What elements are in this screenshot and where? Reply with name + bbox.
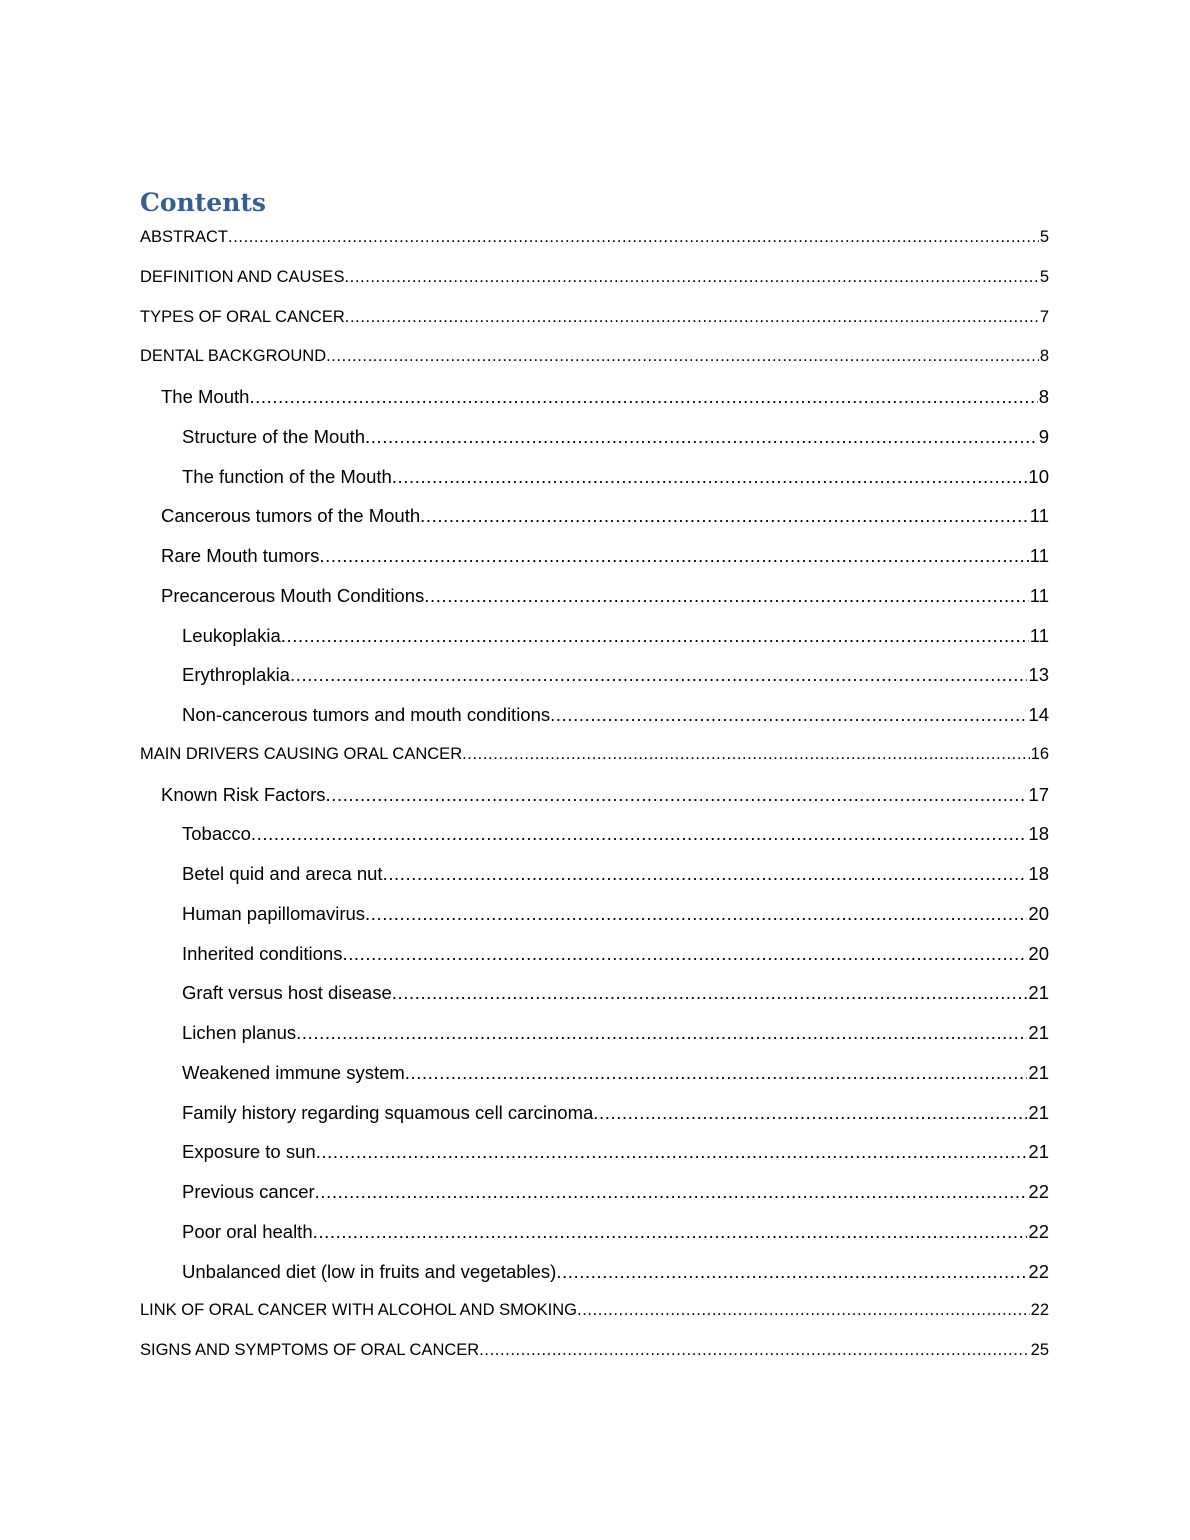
dot-leader xyxy=(326,337,1039,377)
toc-entry-title: Cancerous tumors of the Mouth xyxy=(161,505,421,527)
toc-entry-title: Graft versus host disease xyxy=(182,982,392,1004)
toc-entry-title: Erythroplakia xyxy=(182,664,290,686)
toc-entry[interactable] xyxy=(140,1172,1049,1212)
toc-entry-page-number: 20 xyxy=(1028,942,1049,964)
toc-entry-page-number: 9 xyxy=(1038,425,1049,447)
dot-leader xyxy=(315,1172,1028,1212)
toc-entry-title: Inherited conditions xyxy=(182,942,343,964)
dot-leader xyxy=(316,1132,1028,1172)
toc-entry-page-number: 21 xyxy=(1028,1022,1049,1043)
toc-entry[interactable] xyxy=(140,377,1049,417)
toc-entry[interactable] xyxy=(140,496,1049,536)
toc-entry-page-number: 10 xyxy=(1028,465,1049,487)
toc-entry-title: TYPES OF ORAL CANCER xyxy=(140,307,345,326)
toc-entry[interactable] xyxy=(140,1252,1049,1292)
dot-leader xyxy=(383,854,1028,894)
toc-entry[interactable] xyxy=(140,894,1049,934)
toc-entry[interactable] xyxy=(140,1132,1049,1172)
toc-entry-page-number: 16 xyxy=(1030,744,1049,763)
toc-entry-page-number: 22 xyxy=(1028,1220,1049,1242)
dot-leader xyxy=(392,973,1028,1013)
toc-entry-title: MAIN DRIVERS CAUSING ORAL CANCER xyxy=(140,744,463,763)
dot-leader xyxy=(462,735,1030,775)
dot-leader xyxy=(365,417,1038,457)
toc-entry[interactable] xyxy=(140,973,1049,1013)
toc-entry-title: Rare Mouth tumors xyxy=(161,545,320,566)
toc-entry[interactable] xyxy=(140,258,1049,298)
dot-leader xyxy=(556,1252,1027,1292)
toc-entry-page-number: 7 xyxy=(1039,307,1049,326)
dot-leader xyxy=(290,655,1027,695)
toc-entry[interactable] xyxy=(140,417,1049,457)
toc-entry[interactable] xyxy=(140,536,1049,576)
dot-leader xyxy=(365,894,1027,934)
dot-leader xyxy=(326,775,1028,815)
toc-entry[interactable] xyxy=(140,298,1049,338)
dot-leader xyxy=(296,1013,1027,1053)
dot-leader xyxy=(345,298,1039,338)
dot-leader xyxy=(405,1053,1028,1093)
toc-entry[interactable] xyxy=(140,854,1049,894)
toc-entry[interactable] xyxy=(140,576,1049,616)
toc-entry[interactable] xyxy=(140,1291,1049,1331)
toc-entry-page-number: 5 xyxy=(1039,228,1049,246)
toc-entry-page-number: 11 xyxy=(1029,505,1049,527)
toc-entry-page-number: 17 xyxy=(1028,783,1049,805)
toc-entry-page-number: 21 xyxy=(1028,1061,1049,1083)
dot-leader xyxy=(479,1331,1029,1371)
toc-entry-page-number: 8 xyxy=(1039,347,1049,366)
toc-entry-page-number: 11 xyxy=(1029,624,1049,646)
dot-leader xyxy=(228,218,1039,258)
toc-entry-page-number: 14 xyxy=(1028,704,1049,725)
toc-entry-page-number: 25 xyxy=(1030,1341,1049,1359)
toc-entry[interactable] xyxy=(140,1053,1049,1093)
toc-entry[interactable] xyxy=(140,735,1049,775)
toc-entry-title: Previous cancer xyxy=(182,1181,315,1202)
toc-entry-title: Lichen planus xyxy=(182,1022,297,1043)
toc-entry[interactable] xyxy=(140,775,1049,815)
toc-entry-title: Betel quid and areca nut xyxy=(182,863,383,884)
dot-leader xyxy=(420,496,1029,536)
toc-entry[interactable] xyxy=(140,814,1049,854)
toc-entry-title: DEFINITION AND CAUSES xyxy=(140,267,345,286)
dot-leader xyxy=(550,695,1027,735)
toc-entry-title: ABSTRACT xyxy=(140,228,229,246)
toc-entry-title: The function of the Mouth xyxy=(182,465,392,487)
toc-entry-page-number: 21 xyxy=(1028,1141,1049,1163)
toc-entry[interactable] xyxy=(140,1013,1049,1053)
dot-leader xyxy=(313,1212,1028,1252)
toc-entry[interactable] xyxy=(140,1212,1049,1252)
dot-leader xyxy=(392,457,1028,497)
toc-heading: Contents xyxy=(140,188,267,217)
toc-entry-title: Non-cancerous tumors and mouth conditions xyxy=(182,704,551,725)
dot-leader xyxy=(424,576,1029,616)
toc-entry-page-number: 22 xyxy=(1028,1181,1049,1202)
toc-entry-title: LINK OF ORAL CANCER WITH ALCOHOL AND SMOKING xyxy=(140,1301,578,1320)
toc-entry-page-number: 18 xyxy=(1028,823,1049,845)
toc-entry-page-number: 13 xyxy=(1028,664,1049,686)
toc-entry-page-number: 18 xyxy=(1028,863,1049,884)
dot-leader xyxy=(319,536,1028,576)
toc-entry-title: Leukoplakia xyxy=(182,624,281,646)
table-of-contents xyxy=(140,218,1049,1371)
toc-entry[interactable] xyxy=(140,337,1049,377)
toc-entry[interactable] xyxy=(140,1093,1049,1133)
toc-entry[interactable] xyxy=(140,218,1049,258)
toc-entry[interactable] xyxy=(140,457,1049,497)
toc-entry-title: Human papillomavirus xyxy=(182,902,366,924)
toc-entry[interactable] xyxy=(140,934,1049,974)
toc-entry-title: SIGNS AND SYMPTOMS OF ORAL CANCER xyxy=(140,1341,480,1359)
toc-entry-title: DENTAL BACKGROUND xyxy=(140,347,327,366)
dot-leader xyxy=(281,616,1029,656)
dot-leader xyxy=(251,814,1028,854)
dot-leader xyxy=(577,1291,1030,1331)
toc-entry-title: Exposure to sun xyxy=(182,1141,316,1163)
toc-entry-title: Known Risk Factors xyxy=(161,783,326,805)
toc-entry-title: Unbalanced diet (low in fruits and vegetables) xyxy=(182,1260,557,1282)
toc-entry[interactable] xyxy=(140,1331,1049,1371)
dot-leader xyxy=(342,934,1027,974)
toc-entry-title: Tobacco xyxy=(182,823,251,845)
toc-entry-page-number: 22 xyxy=(1030,1301,1049,1320)
toc-entry-page-number: 21 xyxy=(1028,1101,1049,1123)
toc-entry-title: Precancerous Mouth Conditions xyxy=(161,584,425,606)
toc-entry-page-number: 22 xyxy=(1028,1260,1049,1282)
toc-entry-title: Structure of the Mouth xyxy=(182,425,366,447)
toc-entry-page-number: 20 xyxy=(1028,902,1049,924)
toc-entry-title: Poor oral health xyxy=(182,1220,313,1242)
toc-entry-page-number: 11 xyxy=(1029,545,1049,566)
toc-entry-page-number: 11 xyxy=(1029,584,1049,606)
toc-entry[interactable] xyxy=(140,695,1049,735)
toc-entry-title: Weakened immune system xyxy=(182,1061,405,1083)
toc-entry[interactable] xyxy=(140,616,1049,656)
toc-entry-page-number: 5 xyxy=(1039,267,1049,286)
toc-entry-title: Family history regarding squamous cell carcinoma xyxy=(182,1101,594,1123)
toc-entry[interactable] xyxy=(140,655,1049,695)
toc-entry-title: The Mouth xyxy=(161,386,250,407)
dot-leader xyxy=(344,258,1038,298)
dot-leader xyxy=(593,1093,1027,1133)
dot-leader xyxy=(249,377,1037,417)
toc-entry-page-number: 8 xyxy=(1038,386,1049,407)
toc-entry-page-number: 21 xyxy=(1028,982,1049,1004)
